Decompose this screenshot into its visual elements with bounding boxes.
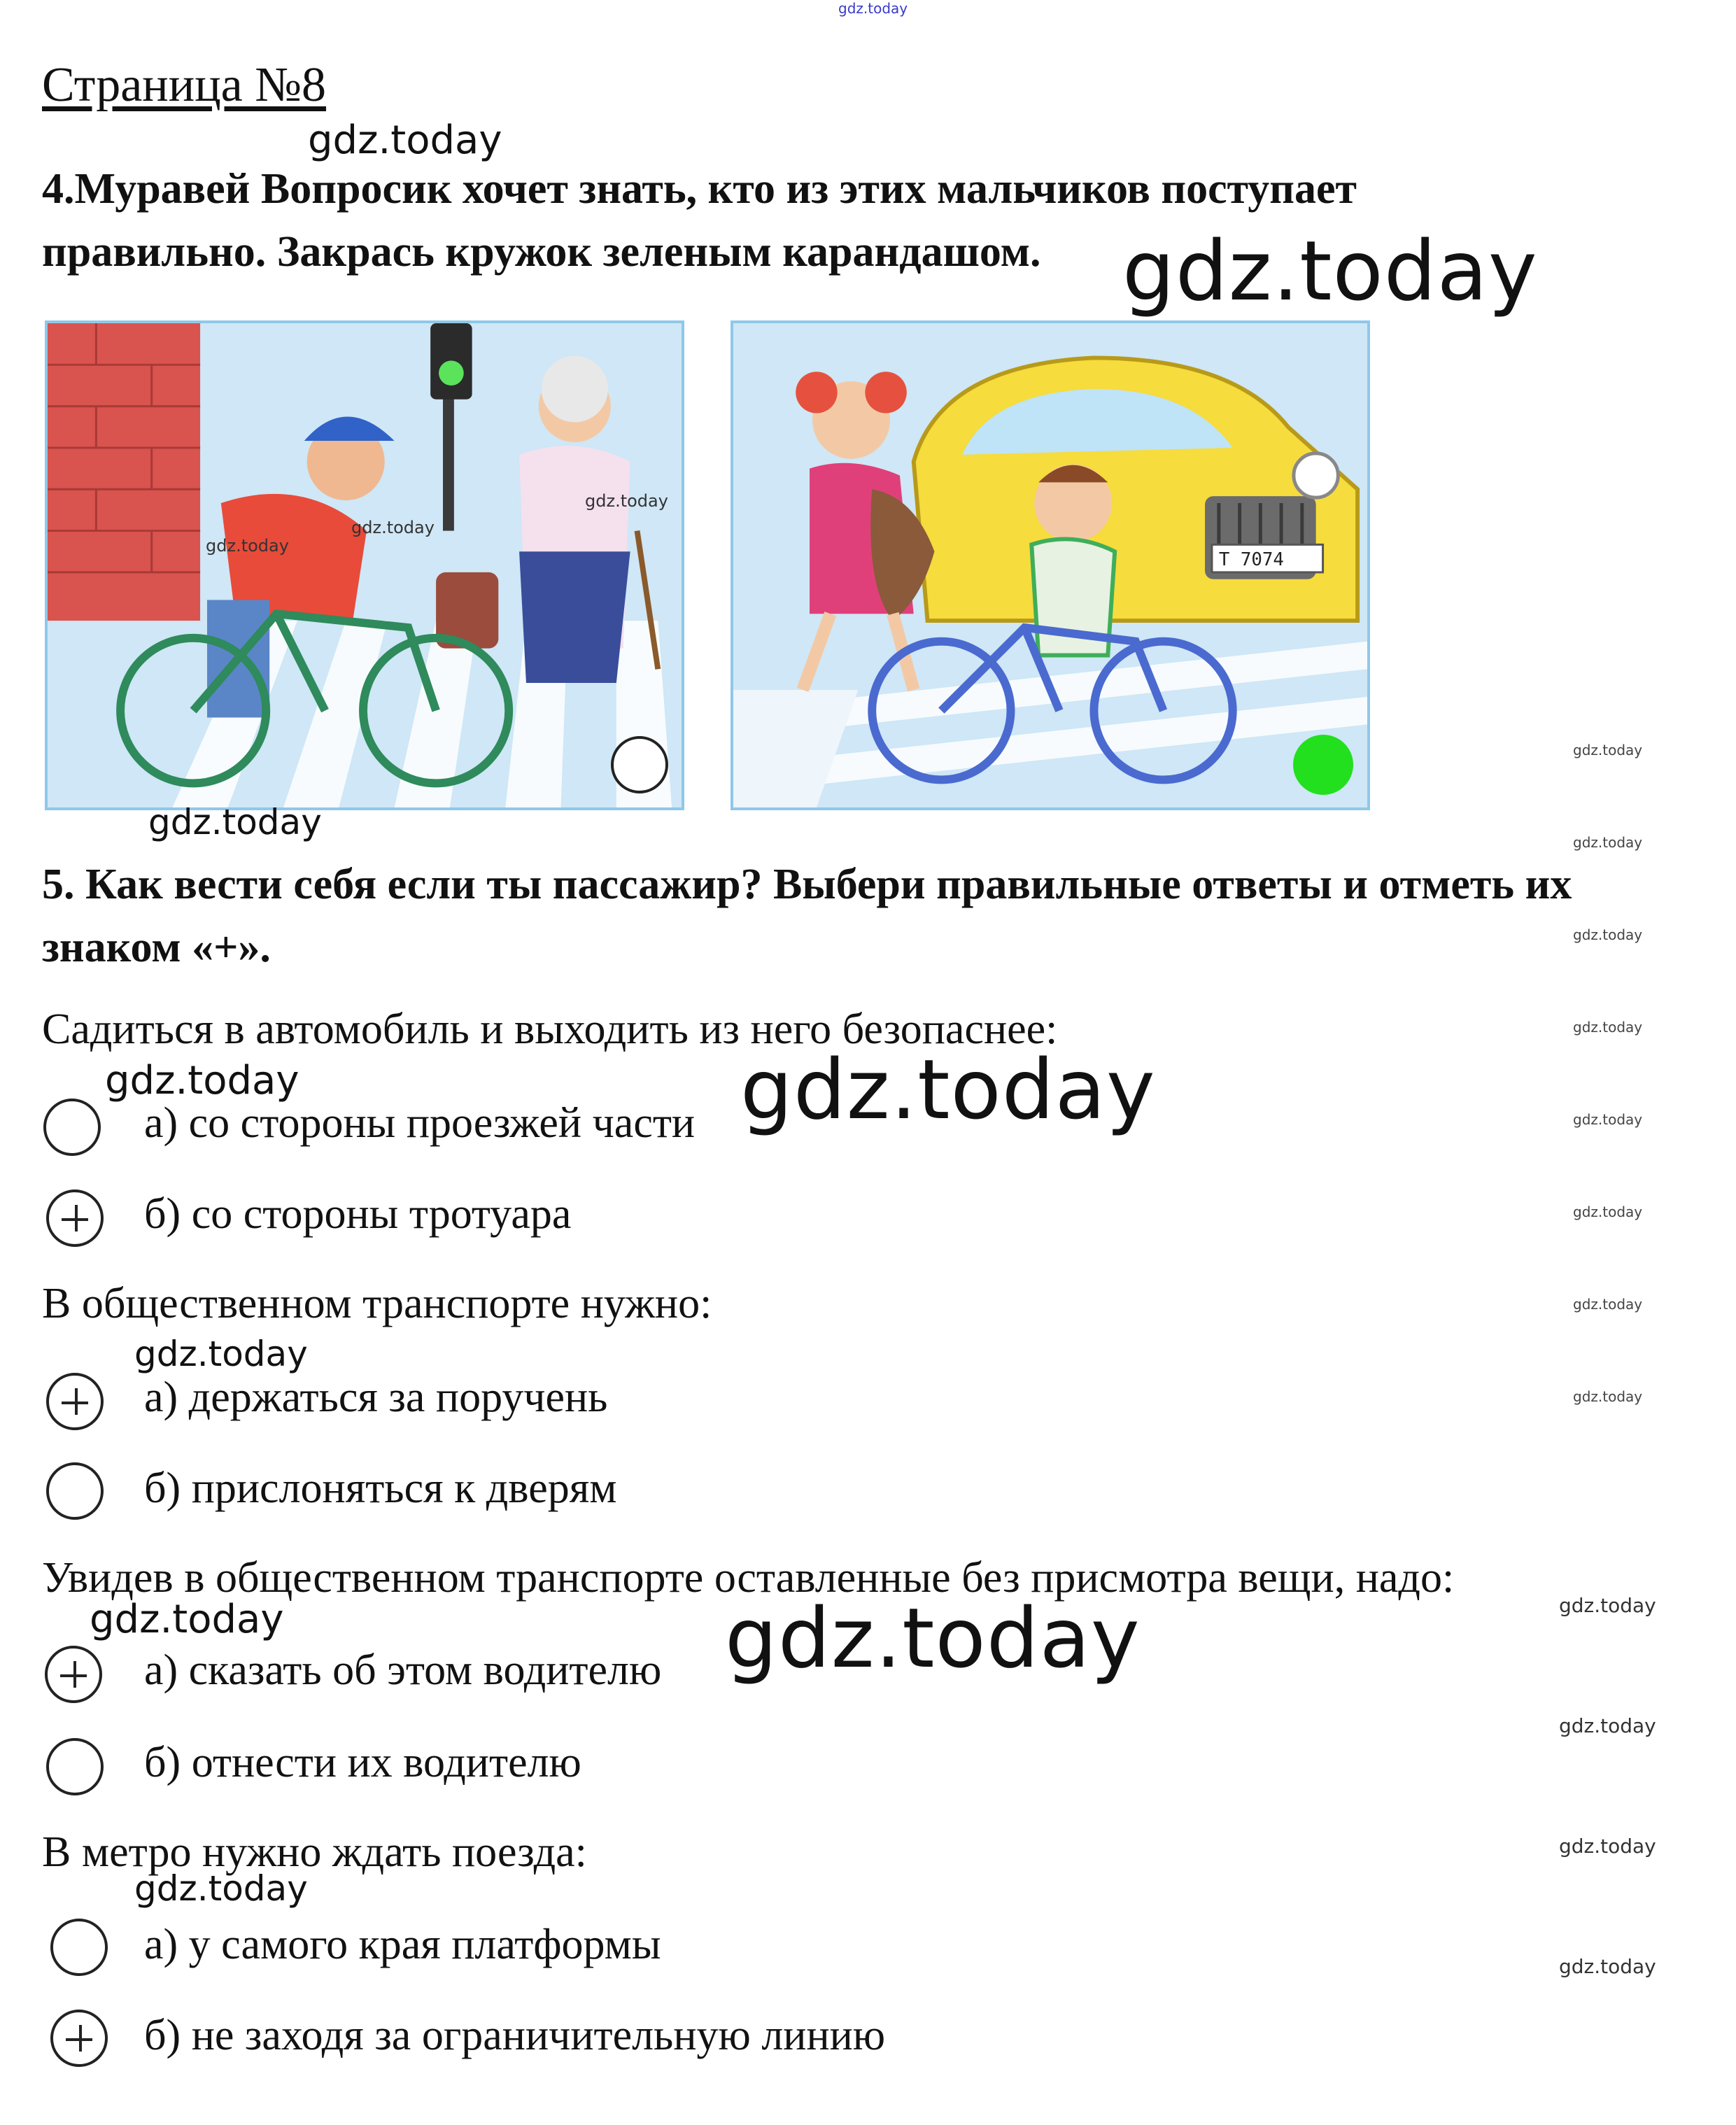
license-plate-text: Т 7074 [1218, 549, 1284, 570]
watermark: gdz.today [1559, 1714, 1656, 1737]
watermark: gdz.today [1573, 834, 1643, 851]
q3-option-a-circle[interactable] [45, 1646, 102, 1703]
q1-option-a-circle[interactable] [43, 1099, 101, 1156]
watermark: gdz.today [1573, 1388, 1643, 1405]
page-title: Страница №8 [42, 58, 327, 112]
watermark: gdz.today [1573, 1296, 1643, 1313]
q3-option-b-text: б) отнести их водителю [144, 1739, 581, 1786]
task5-line2: знаком «+». [42, 924, 271, 971]
q3-option-b-circle[interactable] [46, 1738, 104, 1795]
q2-option-a-text: а) держаться за поручень [144, 1374, 608, 1421]
boy-riding-bike-on-crosswalk-image [48, 323, 682, 807]
watermark: gdz.today [725, 1590, 1141, 1686]
watermark: gdz.today [105, 1058, 299, 1103]
q2-option-b-text: б) прислоняться к дверям [144, 1464, 617, 1512]
watermark: gdz.today [134, 1334, 308, 1374]
watermark: gdz.today [1559, 1594, 1656, 1617]
task4-line2: правильно. Закрась кружок зеленым карандашом. [42, 228, 1041, 276]
watermark: gdz.today [1559, 1955, 1656, 1978]
q4-option-a-text: а) у самого края платформы [144, 1921, 661, 1968]
q3-option-a-text: а) сказать об этом водителю [144, 1646, 662, 1694]
q4-option-a-circle[interactable] [50, 1919, 108, 1976]
watermark: gdz.today [1573, 1203, 1643, 1220]
watermark: gdz.today [148, 802, 322, 842]
watermark: gdz.today [1122, 223, 1538, 319]
task4-right-answer-circle-filled[interactable] [1293, 735, 1353, 795]
boy-walking-bike-on-crosswalk-image [733, 323, 1367, 807]
watermark: gdz.today [585, 491, 668, 511]
task5-line1: 5. Как вести себя если ты пассажир? Выбери правильные ответы и отметь их [42, 861, 1572, 908]
q1-option-b-circle[interactable] [46, 1189, 104, 1247]
question-1-text: Садиться в автомобиль и выходить из него безопаснее: [42, 1005, 1058, 1053]
q1-option-b-text: б) со стороны тротуара [144, 1190, 572, 1238]
watermark: gdz.today [740, 1041, 1156, 1138]
task4-left-answer-circle[interactable] [611, 736, 668, 793]
watermark: gdz.today [1573, 1111, 1643, 1128]
watermark: gdz.today [134, 1868, 308, 1909]
task4-line1: 4.Муравей Вопросик хочет знать, кто из этих мальчиков поступает [42, 165, 1357, 213]
question-3-text: Увидев в общественном транспорте оставленные без присмотра вещи, надо: [42, 1554, 1455, 1602]
header-watermark: gdz.today [838, 0, 908, 17]
watermark: gdz.today [1573, 926, 1643, 943]
watermark: gdz.today [308, 118, 502, 163]
q4-option-b-circle[interactable] [50, 2010, 108, 2067]
illustration-left [45, 320, 684, 810]
watermark: gdz.today [206, 536, 289, 556]
question-4-text: В метро нужно ждать поезда: [42, 1828, 587, 1876]
watermark: gdz.today [90, 1597, 284, 1642]
watermark: gdz.today [1573, 742, 1643, 758]
q4-option-b-text: б) не заходя за ограничительную линию [144, 2012, 886, 2059]
watermark: gdz.today [1573, 1019, 1643, 1036]
q2-option-b-circle[interactable] [46, 1462, 104, 1520]
illustration-right [731, 320, 1370, 810]
watermark: gdz.today [1559, 1835, 1656, 1858]
question-2-text: В общественном транспорте нужно: [42, 1280, 712, 1327]
watermark: gdz.today [351, 518, 435, 537]
q1-option-a-text: а) со стороны проезжей части [144, 1099, 696, 1147]
q2-option-a-circle[interactable] [46, 1373, 104, 1430]
